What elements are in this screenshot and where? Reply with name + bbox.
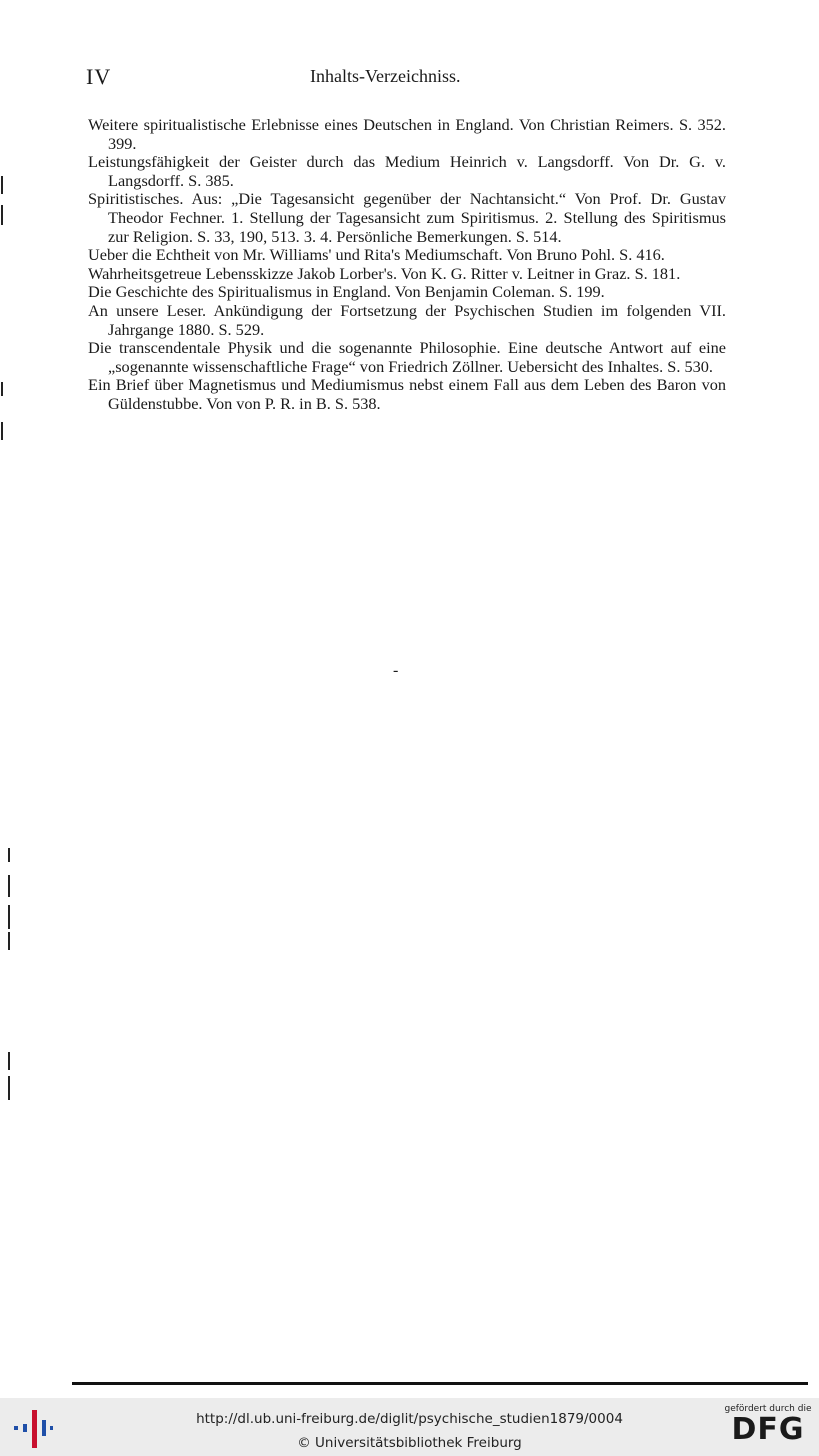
copyright-notice: © Universitätsbibliothek Freiburg (297, 1435, 522, 1451)
toc-entry: Die transcendentale Physik und die sogenannte Philosophie. Eine deutsche Antwort auf eine „sogenannte wissenschaftliche Frage“ von Friedrich Zöllner. Uebersicht des Inhaltes. S. 530. (88, 338, 726, 376)
permalink-url[interactable]: http://dl.ub.uni-freiburg.de/diglit/psychische_studien1879/0004 (196, 1411, 623, 1427)
dfg-logo-text: DFG (731, 1412, 805, 1447)
margin-mark (1, 176, 3, 194)
toc-entry: Weitere spiritualistische Erlebnisse eines Deutschen in England. Von Christian Reimers. S. 352. 399. (88, 115, 726, 153)
toc-entry: Leistungsfähigkeit der Geister durch das Medium Heinrich v. Langsdorff. Von Dr. G. v. Langsdorff. S. 385. (88, 152, 726, 190)
table-of-contents (88, 116, 726, 414)
dfg-caption: gefördert durch die (724, 1404, 812, 1414)
toc-entry: Ein Brief über Magnetismus und Mediumismus nebst einem Fall aus dem Leben des Baron von Güldenstubbe. Von von P. R. in B. S. 538. (88, 375, 726, 413)
toc-entry: Spiritistisches. Aus: „Die Tagesansicht gegenüber der Nachtansicht.“ Von Prof. Dr. Gustav Theodor Fechner. 1. Stellung der Tagesansicht zum Spiritismus. 2. Stellung des Spiritismus zur Religion. S. 33, 190, 513. 3. 4. Persönliche Bemerkungen. S. 514. (88, 189, 726, 246)
toc-entry: An unsere Leser. Ankündigung der Fortsetzung der Psychischen Studien im folgenden VII. Jahrgange 1880. S. 529. (88, 300, 726, 339)
margin-mark (1, 205, 3, 225)
page-number: IV (86, 64, 112, 89)
margin-mark (8, 875, 10, 897)
margin-mark (8, 1086, 10, 1100)
footer (0, 1398, 819, 1456)
bottom-rule (72, 1382, 808, 1385)
margin-mark (8, 905, 10, 929)
margin-mark (8, 932, 10, 950)
dfg-logo[interactable] (722, 1404, 814, 1446)
toc-entry: Ueber die Echtheit von Mr. Williams' und Rita's Mediumschaft. Von Bruno Pohl. S. 416. (88, 245, 665, 265)
margin-mark (8, 1052, 10, 1070)
toc-entry: Die Geschichte des Spiritualismus in England. Von Benjamin Coleman. S. 199. (88, 282, 605, 302)
margin-mark (1, 382, 3, 396)
page-mark: - (393, 662, 399, 679)
page-title: Inhalts-Verzeichniss. (310, 66, 461, 86)
toc-entry: Wahrheitsgetreue Lebensskizze Jakob Lorber's. Von K. G. Ritter v. Leitner in Graz. S. 181. (88, 263, 681, 283)
margin-mark (8, 848, 10, 862)
margin-mark (1, 422, 3, 440)
